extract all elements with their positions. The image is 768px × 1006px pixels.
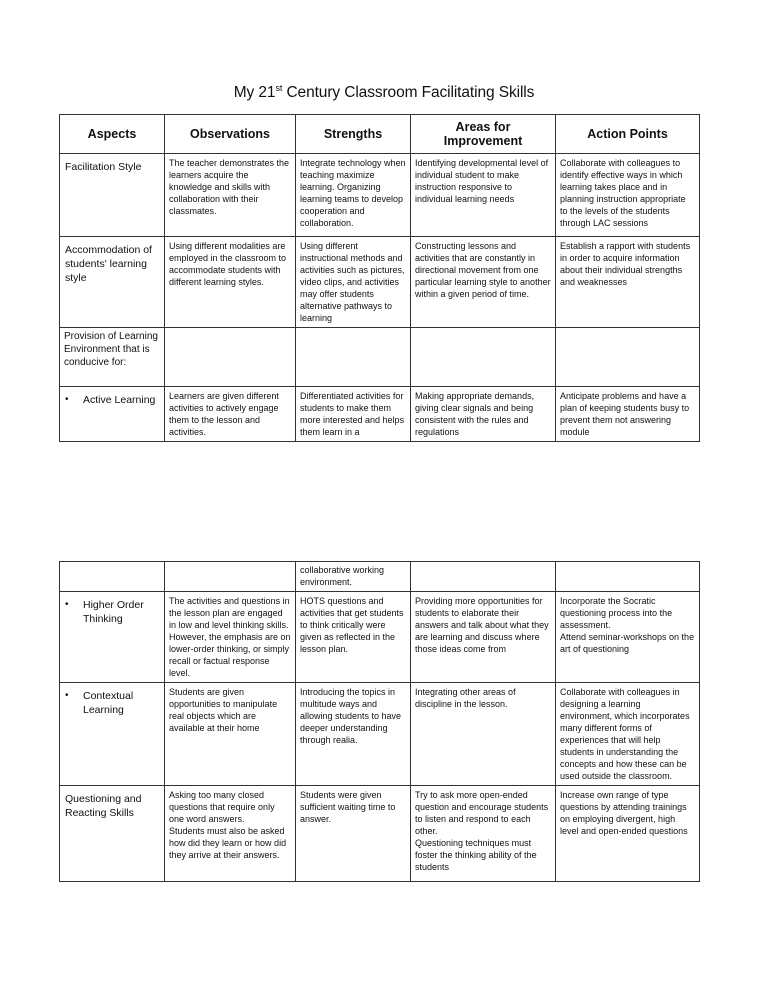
header-observations: Observations xyxy=(165,115,296,154)
observations-cell: Asking too many closed questions that require only one word answers. Students must also be asked how did they learn or how did they arrive at their answers. xyxy=(165,786,296,882)
improvement-cell: Constructing lessons and activities that are constantly in directional movement from one particular learning style to another within a given period of time. xyxy=(411,237,556,328)
improvement-cell xyxy=(411,328,556,387)
strengths-cell: collaborative working environment. xyxy=(296,562,411,592)
improvement-cell: Making appropriate demands, giving clear signals and being consistent with the rules and regulations xyxy=(411,387,556,442)
observations-cell: The activities and questions in the lesson plan are engaged in low and level thinking skills. However, the emphasis are on lower-order thinking, or simply recall or factual response level. xyxy=(165,592,296,683)
aspect-cell: • Active Learning xyxy=(60,387,165,442)
observations-cell: The teacher demonstrates the learners acquire the knowledge and skills with collaboration with their classmates. xyxy=(165,154,296,237)
strengths-cell: Using different instructional methods and activities such as pictures, video clips, and activities may offer students alternative pathways to learning xyxy=(296,237,411,328)
action-cell: Incorporate the Socratic questioning process into the assessment. Attend seminar-workshops on the art of questioning xyxy=(556,592,700,683)
action-cell xyxy=(556,562,700,592)
header-areas-for-improvement: Areas for Improvement xyxy=(411,115,556,154)
improvement-cell xyxy=(411,562,556,592)
table-row xyxy=(60,154,700,237)
observations-cell xyxy=(165,328,296,387)
aspect-cell: • Contextual Learning xyxy=(60,683,165,786)
strengths-cell: HOTS questions and activities that get students to think critically were given as reflected in the lesson plan. xyxy=(296,592,411,683)
header-action-points: Action Points xyxy=(556,115,700,154)
observations-cell xyxy=(165,562,296,592)
strengths-cell xyxy=(296,328,411,387)
aspect-cell: Facilitation Style xyxy=(60,154,165,237)
action-cell: Collaborate with colleagues to identify effective ways in which learning takes place and in planning instruction appropriate to the levels of the students through LAC sessions xyxy=(556,154,700,237)
aspect-cell: Provision of Learning Environment that is conducive for: xyxy=(60,328,165,387)
bullet-icon: • xyxy=(65,599,69,610)
header-strengths: Strengths xyxy=(296,115,411,154)
improvement-cell: Try to ask more open-ended question and encourage students to listen and respond to each other. Questioning techniques must foster the thinking ability of the students xyxy=(411,786,556,882)
table-row xyxy=(60,592,700,683)
improvement-cell: Providing more opportunities for students to elaborate their answers and talk about what they are learning and discuss where those ideas come from xyxy=(411,592,556,683)
observations-cell: Learners are given different activities to actively engage them to the lesson and activities. xyxy=(165,387,296,442)
strengths-cell: Introducing the topics in multitude ways and allowing students to have deeper understanding through realia. xyxy=(296,683,411,786)
aspect-cell: Questioning and Reacting Skills xyxy=(60,786,165,882)
page-title: My 21st Century Classroom Facilitating Skills xyxy=(233,83,535,102)
header-row xyxy=(60,115,700,154)
aspect-cell: • Higher Order Thinking xyxy=(60,592,165,683)
aspect-cell: Accommodation of students' learning style xyxy=(60,237,165,328)
table-row xyxy=(60,328,700,387)
table-row xyxy=(60,562,700,592)
action-cell: Collaborate with colleagues in designing a learning environment, which incorporates many different forms of experiences that will help students in understanding the concepts and how these can be used outside the classroom. xyxy=(556,683,700,786)
strengths-cell: Integrate technology when teaching maximize learning. Organizing learning teams to develop cooperation and collaboration. xyxy=(296,154,411,237)
table-row xyxy=(60,237,700,328)
action-cell: Increase own range of type questions by attending trainings on employing divergent, high level and open-ended questions xyxy=(556,786,700,882)
improvement-cell: Identifying developmental level of individual student to make instruction responsive to individual learning needs xyxy=(411,154,556,237)
strengths-cell: Students were given sufficient waiting time to answer. xyxy=(296,786,411,882)
action-cell: Establish a rapport with students in order to acquire information about their individual strengths and weaknesses xyxy=(556,237,700,328)
action-cell xyxy=(556,328,700,387)
skills-table-part-2 xyxy=(59,561,700,882)
skills-table-part-1 xyxy=(59,114,700,442)
improvement-cell: Integrating other areas of discipline in the lesson. xyxy=(411,683,556,786)
table-row xyxy=(60,786,700,882)
observations-cell: Using different modalities are employed in the classroom to accommodate students with different learning styles. xyxy=(165,237,296,328)
bullet-icon: • xyxy=(65,690,69,701)
observations-cell: Students are given opportunities to manipulate real objects which are available at their home xyxy=(165,683,296,786)
bullet-icon: • xyxy=(65,394,69,405)
table-row xyxy=(60,387,700,442)
strengths-cell: Differentiated activities for students to make them more interested and helps them learn in a xyxy=(296,387,411,442)
header-aspects: Aspects xyxy=(60,115,165,154)
table-row xyxy=(60,683,700,786)
action-cell: Anticipate problems and have a plan of keeping students busy to prevent them not answering module xyxy=(556,387,700,442)
aspect-cell xyxy=(60,562,165,592)
